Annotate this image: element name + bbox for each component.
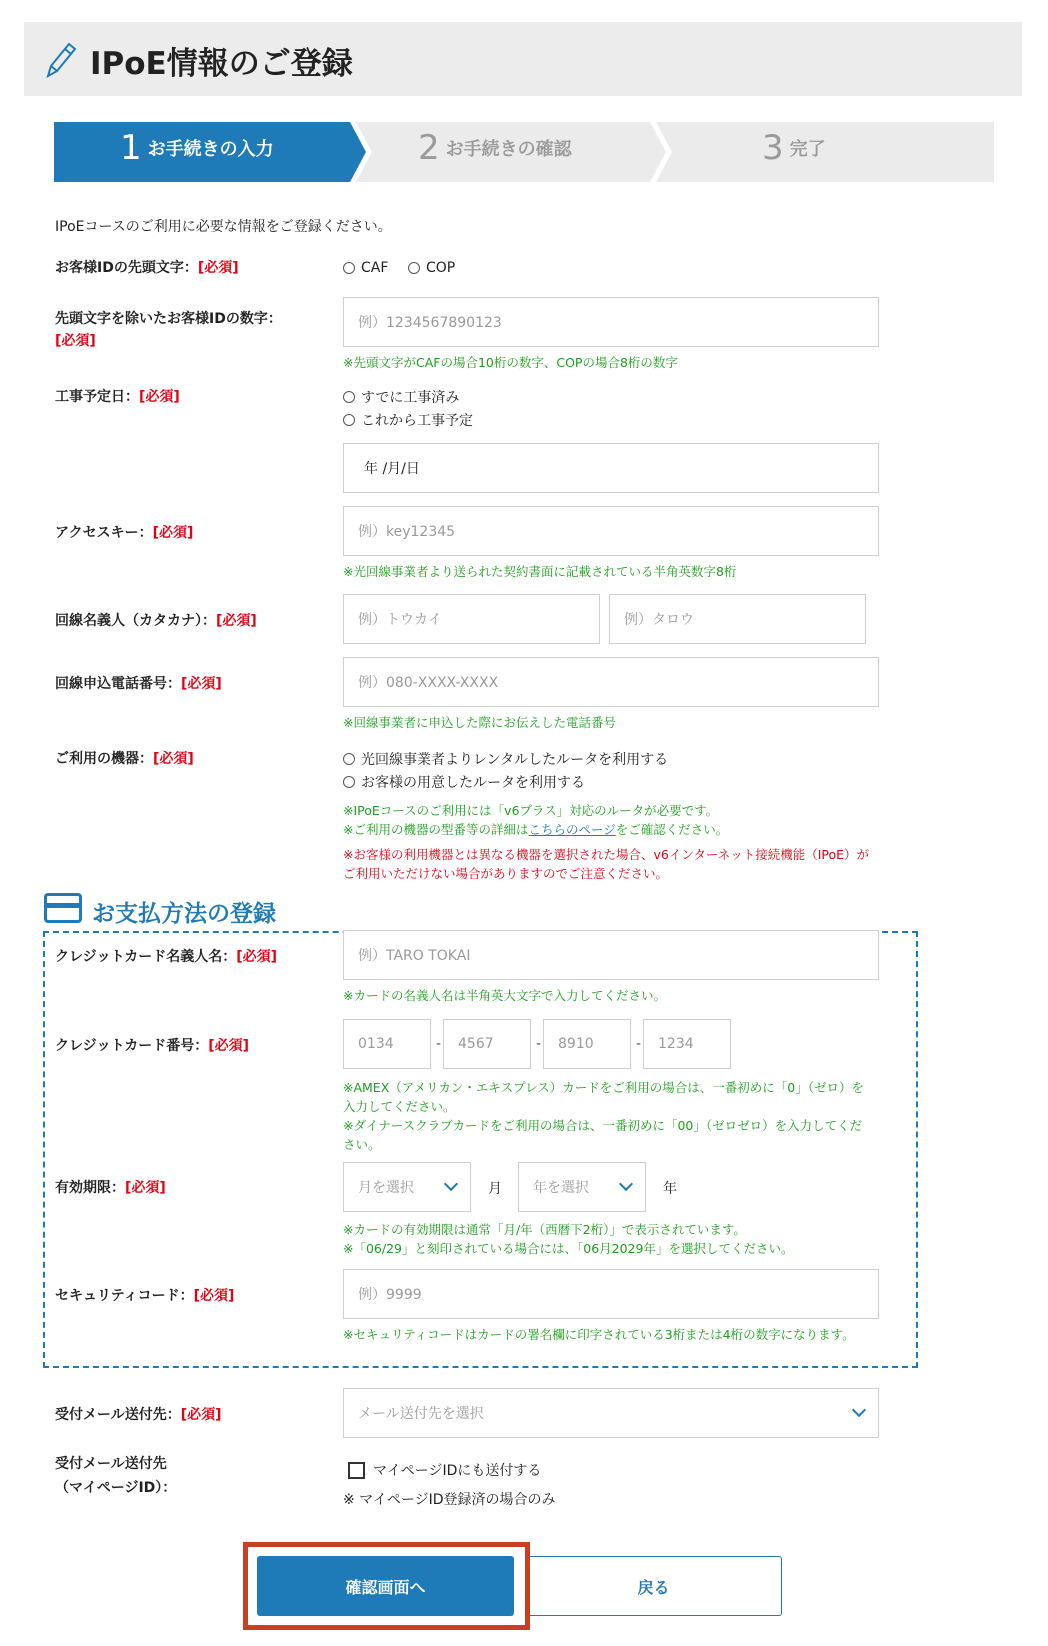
chevron-down-icon <box>619 1177 633 1191</box>
intro-text: IPoEコースのご利用に必要な情報をご登録ください。 <box>55 219 392 235</box>
construction-label: 工事予定日：[必須] <box>55 389 180 405</box>
expiry-label: 有効期限：[必須] <box>55 1180 166 1196</box>
radio-cop[interactable]: COP <box>408 257 455 279</box>
required-badge: [必須] <box>55 333 96 349</box>
payment-section-title: お支払方法の登録 <box>92 901 276 927</box>
card-number-input-1[interactable]: 0134 <box>343 1019 431 1069</box>
mail-label: 受付メール送付先：[必須] <box>55 1407 222 1423</box>
card-number-note-1: ※AMEX（アメリカン・エキスプレス）カードをご利用の場合は、一番初めに「0」（ゼロ）を <box>343 1080 864 1095</box>
customer-number-note: ※先頭文字がCAFの場合10桁の数字、COPの場合8桁の数字 <box>343 355 678 370</box>
radio-circle-icon <box>343 414 355 426</box>
device-note-1: ※IPoEコースのご利用には「v6プラス」対応のルータが必要です。 <box>343 803 719 818</box>
mail-destination-select[interactable]: メール送付先を選択 <box>343 1388 879 1438</box>
radio-caf[interactable]: CAF <box>343 257 388 279</box>
radio-construction-planned[interactable]: これから工事予定 <box>343 409 473 431</box>
checkbox-icon <box>348 1462 365 1479</box>
credit-card-icon <box>44 893 82 923</box>
access-key-note: ※光回線事業者より送られた契約書面に記載されている半角英数字8桁 <box>343 564 737 579</box>
card-number-note-4: さい。 <box>343 1137 381 1152</box>
mypage-label-2: （マイページID）： <box>55 1480 177 1496</box>
card-number-input-2[interactable]: 4567 <box>443 1019 531 1069</box>
access-key-input[interactable]: 例）key12345 <box>343 506 879 556</box>
device-detail-link[interactable]: こちらのページ <box>528 822 616 837</box>
expiry-note-1: ※カードの有効期限は通常「月/年（西暦下2桁）」で表示されています。 <box>343 1222 746 1237</box>
card-number-note-3: ※ダイナースクラブカードをご利用の場合は、一番初めに「00」（ゼロゼロ）を入力してくだ <box>343 1118 863 1133</box>
expiry-note-2: ※「06/29」と刻印されている場合には、「06月2029年」を選択してください。 <box>343 1241 794 1256</box>
line-phone-input[interactable]: 例）080-XXXX-XXXX <box>343 657 879 707</box>
chevron-down-icon <box>444 1177 458 1191</box>
card-number-label: クレジットカード番号：[必須] <box>55 1038 250 1054</box>
pencil-icon <box>44 40 78 80</box>
card-number-note-2: 入力してください。 <box>343 1099 456 1114</box>
card-number-input-4[interactable]: 1234 <box>643 1019 731 1069</box>
mypage-checkbox[interactable]: マイページIDにも送付する <box>348 1459 541 1481</box>
year-unit: 年 <box>663 1181 677 1197</box>
device-label: ご利用の機器：[必須] <box>55 751 194 767</box>
customer-number-input[interactable]: 例）1234567890123 <box>343 297 879 347</box>
card-number-input-3[interactable]: 8910 <box>543 1019 631 1069</box>
radio-construction-done[interactable]: すでに工事済み <box>343 386 459 408</box>
line-phone-note: ※回線事業者に申込した際にお伝えした電話番号 <box>343 715 616 730</box>
card-number-separator: - <box>636 1036 642 1052</box>
page-title: IPoE情報のご登録 <box>90 46 353 82</box>
card-name-note: ※カードの名義人名は半角英大文字で入力してください。 <box>343 988 666 1003</box>
line-phone-label: 回線申込電話番号：[必須] <box>55 676 222 692</box>
customer-number-label: 先頭文字を除いたお客様IDの数字： <box>55 311 282 327</box>
highlight-box <box>243 1542 530 1630</box>
expiry-month-select[interactable]: 月を選択 <box>343 1162 471 1212</box>
confirm-button[interactable]: 確認画面へ <box>257 1556 514 1616</box>
step-3: 3 完了 <box>762 128 826 168</box>
security-code-label: セキュリティコード：[必須] <box>55 1288 235 1304</box>
radio-circle-icon <box>343 776 355 788</box>
step-1: 1 お手続きの入力 <box>120 128 274 168</box>
radio-circle-icon <box>408 262 420 274</box>
radio-circle-icon <box>343 262 355 274</box>
line-name-label: 回線名義人（カタカナ）：[必須] <box>55 613 257 629</box>
radio-circle-icon <box>343 753 355 765</box>
security-code-note: ※セキュリティコードはカードの署名欄に印字されている3桁または4桁の数字になります。 <box>343 1327 855 1342</box>
card-number-separator: - <box>436 1036 442 1052</box>
device-warning-1: ※お客様の利用機器とは異なる機器を選択された場合、v6インターネット接続機能（IPoE）が <box>343 847 870 862</box>
card-name-input[interactable]: 例）TARO TOKAI <box>343 930 879 980</box>
line-name-last-input[interactable]: 例）トウカイ <box>343 594 600 644</box>
radio-circle-icon <box>343 391 355 403</box>
security-code-input[interactable]: 例）9999 <box>343 1269 879 1319</box>
radio-device-rental[interactable]: 光回線事業者よりレンタルしたルータを利用する <box>343 748 668 770</box>
device-warning-2: ご利用いただけない場合がありますのでご注意ください。 <box>343 866 669 881</box>
card-name-label: クレジットカード名義人名：[必須] <box>55 949 278 965</box>
card-number-separator: - <box>536 1036 542 1052</box>
radio-device-own[interactable]: お客様の用意したルータを利用する <box>343 771 585 793</box>
construction-date-input[interactable]: 年 /月/日 <box>343 443 879 493</box>
back-button[interactable]: 戻る <box>525 1556 782 1616</box>
expiry-year-select[interactable]: 年を選択 <box>518 1162 646 1212</box>
mypage-label-1: 受付メール送付先 <box>55 1456 167 1472</box>
mypage-note: ※ マイページID登録済の場合のみ <box>343 1492 556 1508</box>
device-note-2: ※ご利用の機器の型番等の詳細はこちらのページをご確認ください。 <box>343 822 729 837</box>
chevron-down-icon <box>852 1403 866 1417</box>
month-unit: 月 <box>488 1181 502 1197</box>
step-2: 2 お手続きの確認 <box>418 128 572 168</box>
line-name-first-input[interactable]: 例）タロウ <box>609 594 866 644</box>
access-key-label: アクセスキー：[必須] <box>55 525 194 541</box>
customer-prefix-label: お客様IDの先頭文字：[必須] <box>55 260 239 276</box>
